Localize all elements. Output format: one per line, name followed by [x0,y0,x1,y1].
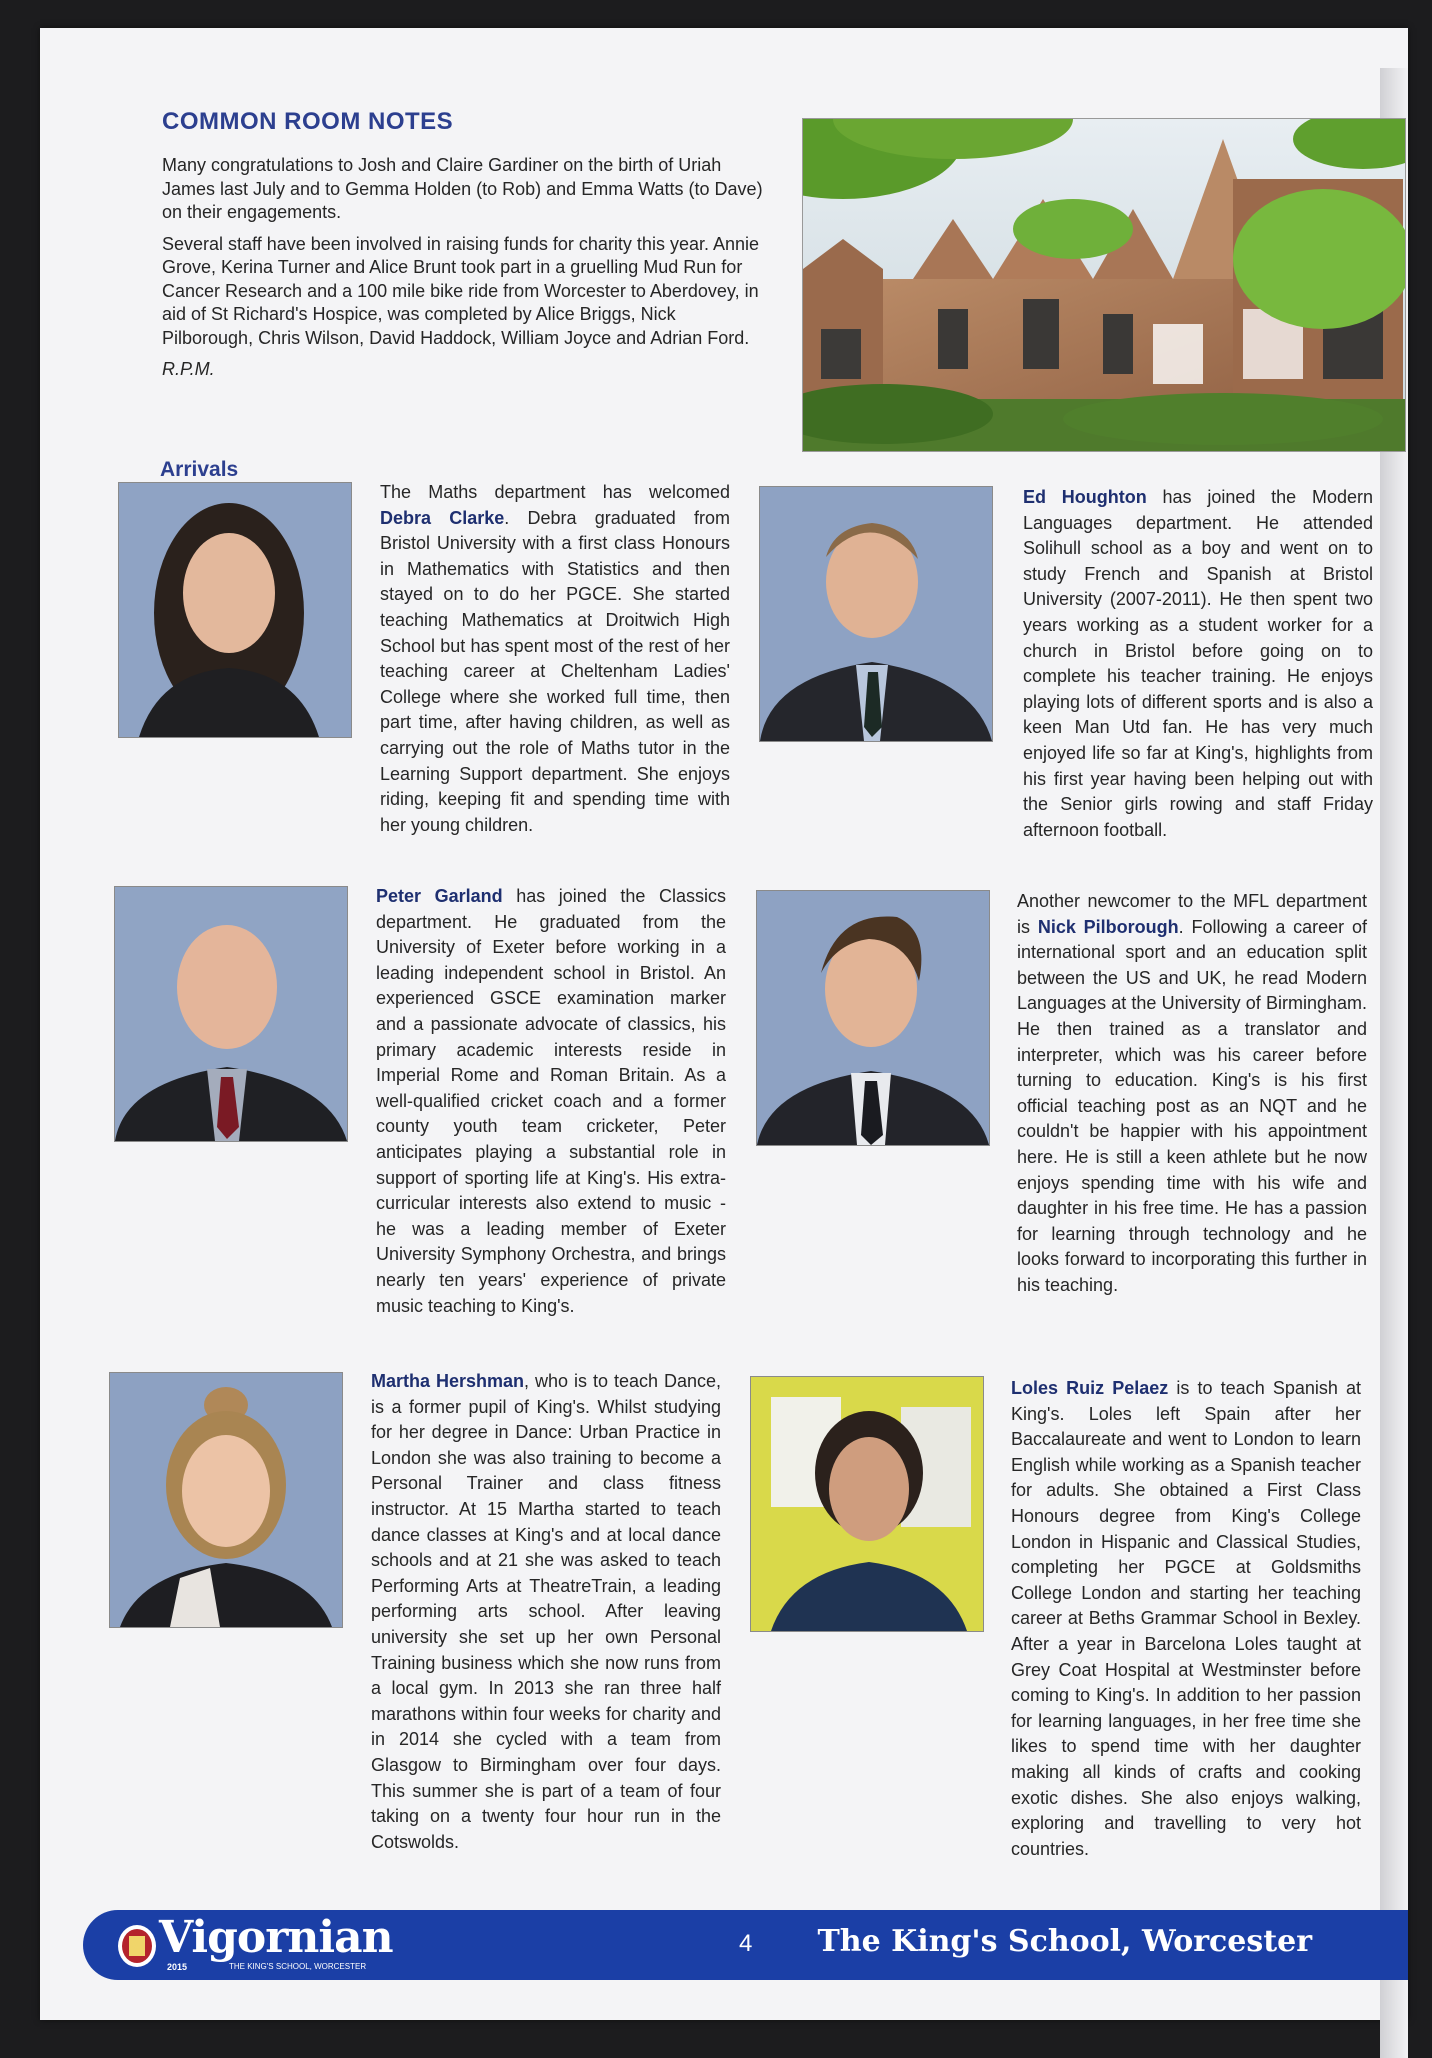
signature: R.P.M. [162,359,215,379]
magazine-page [40,28,1408,2020]
logo-subtitle: THE KING'S SCHOOL, WORCESTER [229,1962,367,1971]
portrait-loles-ruiz-pelaez [750,1376,984,1632]
staff-name: Loles Ruiz Pelaez [1011,1378,1169,1398]
section-title: COMMON ROOM NOTES [162,108,454,135]
staff-name: Peter Garland [376,886,503,906]
page-number: 4 [739,1930,753,1957]
school-building-photo [802,118,1406,452]
staff-name: Ed Houghton [1023,487,1147,507]
bio-martha-hershman: Martha Hershman, who is to teach Dance, is a former pupil of King's. Whilst studying for her degree in Dance: Urban Practice in London she was also training to become a Personal Trainer and class fitness instructor. At 15 Martha started to teach dance classes at King's and at local dance schools and at 21 she was asked to teach Performing Arts at TheatreTrain, a leading performing arts school. After leaving university she set up her own Personal Training business which she now runs from a local gym. In 2013 she ran three half marathons within four weeks for charity and in 2014 she cycled with a team from Glasgow to Birmingham over four days. This summer she is part of a team of four taking on a twenty four hour run in the Cotswolds. [371,1371,722,1852]
bio-ed-houghton: Ed Houghton has joined the Modern Languages department. He attended Solihull school as a boy and went on to study French and Spanish at Bristol University (2007-2011). He then spent two years working as a student worker for a church in Bristol before going on to complete his teacher training. He enjoys playing lots of different sports and is also a keen Man Utd fan. He has very much enjoyed life so far at King's, highlights from his first year having been helping out with the Senior girls rowing and staff Friday afternoon football. [1023,487,1373,840]
portrait-nick-pilborough [756,890,990,1146]
footer-band [83,1910,1408,1980]
bio-loles-ruiz-pelaez: Loles Ruiz Pelaez is to teach Spanish at King's. Loles left Spain after her Baccalaureate and went to London to learn English while working as a Spanish teacher for adults. She obtained a First Class Honours degree from King's College London in Hispanic and Classical Studies, completing her PGCE at Goldsmiths College London and starting her teaching career at Beths Grammar School in Bexley. After a year in Barcelona Loles taught at Grey Coat Hospital at Westminster before coming to King's. In addition to her passion for learning languages, in her free time she likes to spend time with her daughter making all kinds of crafts and cooking exotic dishes. She also enjoys walking, exploring and travelling to very hot countries. [1011,1378,1361,1859]
portrait-martha-hershman [109,1372,343,1628]
bio-nick-pilborough: Another newcomer to the MFL department is Nick Pilborough. Following a career of international sport and an education split between the US and UK, he read Modern Languages at the University of Birmingham. He then trained as a translator and interpreter, which was his career before turning to education. King's is his first official teaching post as an NQT and he couldn't be happier with his appointment here. He is still a keen athlete but he now enjoys spending time with his wife and daughter in his free time. He has a passion for learning through technology and he looks forward to incorporating this further in his teaching. [1017,891,1367,1295]
logo-year: 2015 [167,1962,188,1972]
portrait-peter-garland [114,886,348,1142]
staff-name: Debra Clarke [380,507,505,528]
staff-name: Nick Pilborough [1037,916,1179,937]
portrait-debra-clarke [118,482,352,738]
school-crest-icon [117,1924,157,1968]
magazine-logo: Vigornian [159,1912,393,1963]
bio-debra-clarke: The Maths department has welcomed Debra Clarke. Debra graduated from Bristol University with a first class Honours in Mathematics with Statistics and then stayed on to do her PGCE. She started teaching Mathematics at Droitwich High School but has spent most of the rest of her teaching career at Cheltenham Ladies' College where she worked full time, then part time, after having children, as well as carrying out the role of Maths tutor in the Learning Support department. She enjoys riding, keeping fit and spending time with her young children. [380,482,730,835]
school-name: The King's School, Worcester [817,1924,1312,1959]
intro-paragraph-1: Many congratulations to Josh and Claire Gardiner on the birth of Uriah James last July and to Gemma Holden (to Rob) and Emma Watts (to Dave) on their engagements. [162,155,763,222]
intro-text [162,154,770,390]
staff-name: Martha Hershman [371,1371,525,1391]
bio-peter-garland: Peter Garland has joined the Classics department. He graduated from the University of Exeter before working in a leading independent school in Bristol. An experienced GSCE examination marker and a passionate advocate of classics, his primary academic interests reside in Imperial Rome and Roman Britain. As a well-qualified cricket coach and a former county youth team cricketer, Peter anticipates playing a substantial role in support of sporting life at King's. His extra-curricular interests also extend to music - he was a leading member of Exeter University Symphony Orchestra, and brings nearly ten years' experience of private music teaching to King's. [376,886,726,1316]
intro-paragraph-2: Several staff have been involved in raising funds for charity this year. Annie Grove, Kerina Turner and Alice Brunt took part in a gruelling Mud Run for Cancer Research and a 100 mile bike ride from Worcester to Aberdovey, in aid of St Richard's Hospice, was completed by Alice Briggs, Nick Pilborough, Chris Wilson, David Haddock, William Joyce and Adrian Ford. [162,233,760,348]
portrait-ed-houghton [759,486,993,742]
arrivals-heading: Arrivals [160,458,239,481]
